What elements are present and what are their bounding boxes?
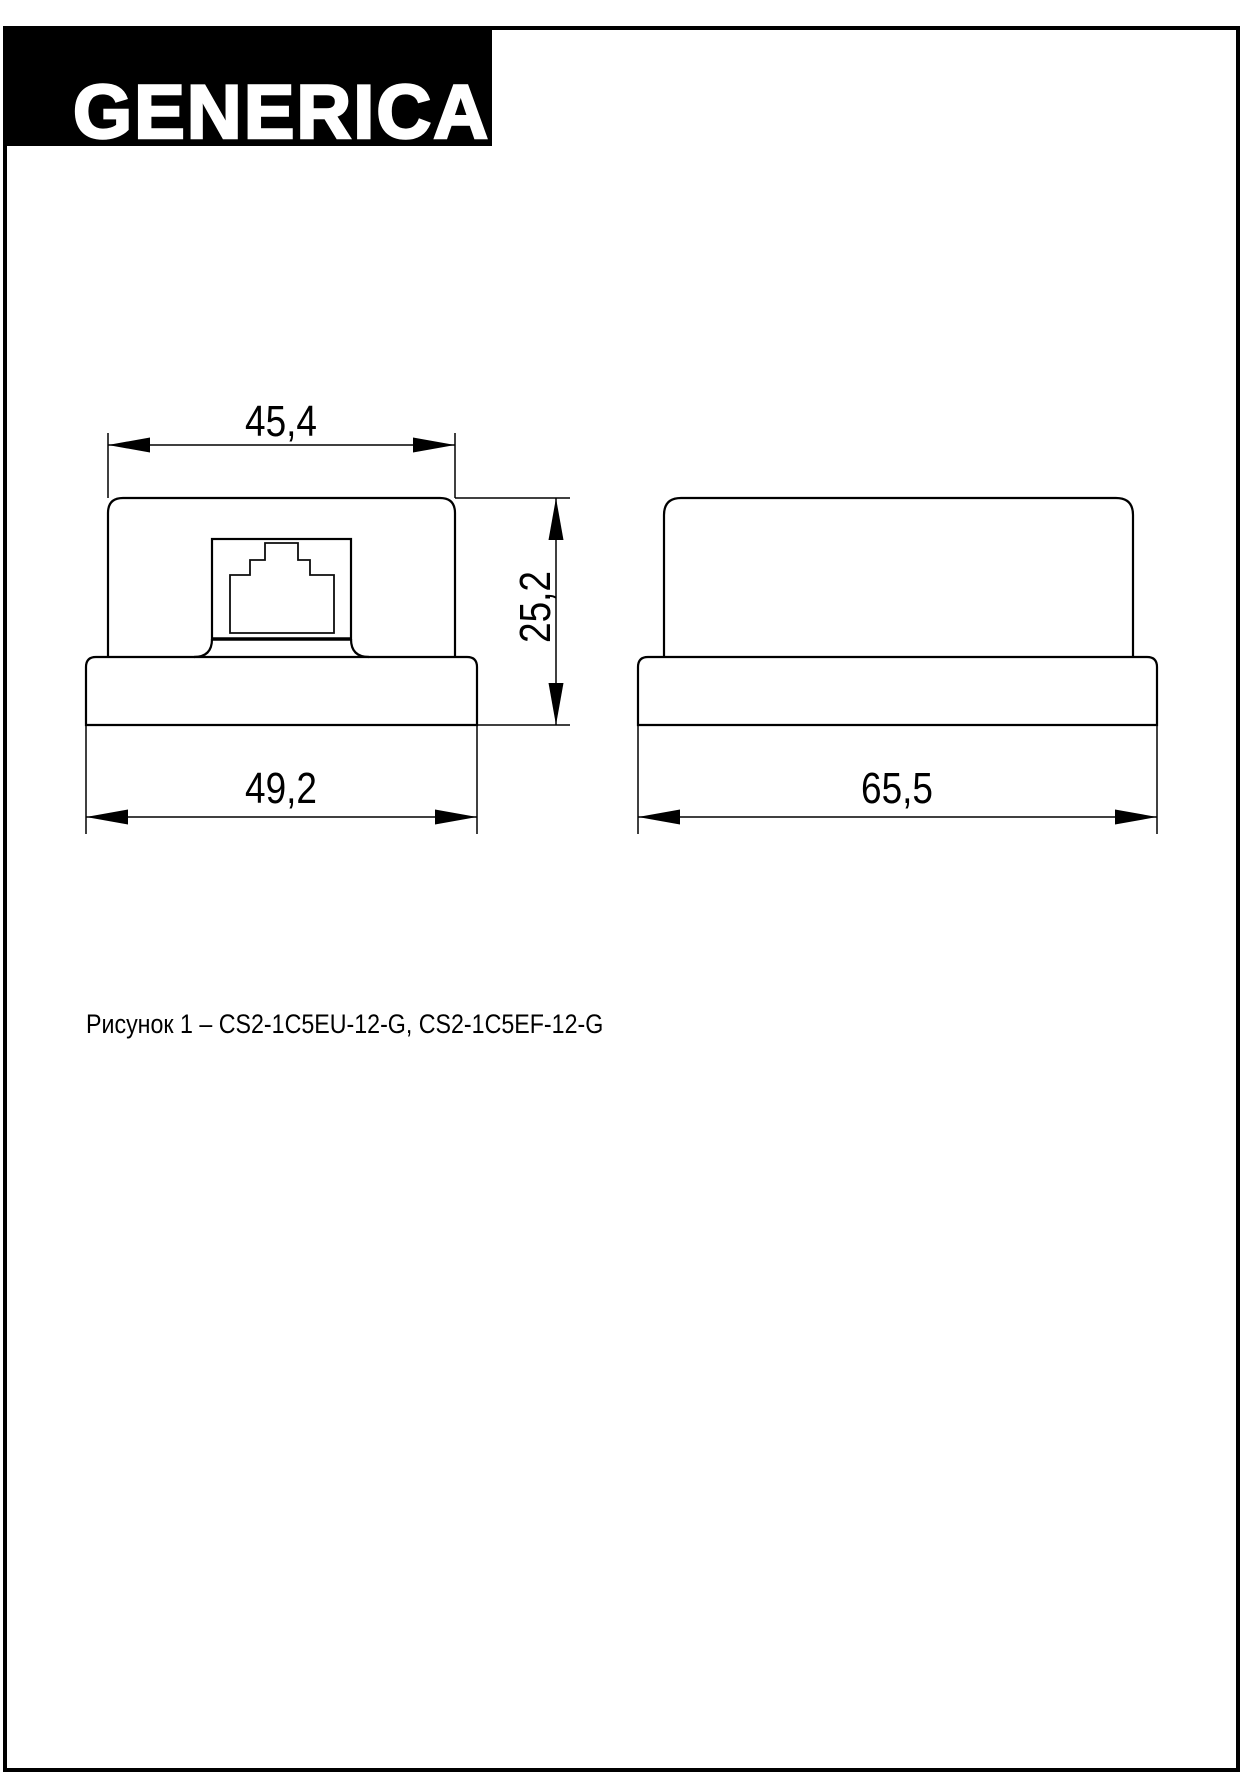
arrowhead-right — [413, 438, 455, 453]
dimension-front-bottom-width — [86, 725, 477, 834]
dim-label-45-4: 45,4 — [245, 395, 317, 446]
front-base-outline — [86, 657, 477, 725]
figure-caption: Рисунок 1 – CS2-1C5EU-12-G, CS2-1C5EF-12-G — [86, 1009, 604, 1039]
arrowhead-left — [86, 810, 128, 825]
dim-label-65-5: 65,5 — [861, 762, 933, 813]
dim-label-49-2: 49,2 — [245, 762, 317, 813]
side-view — [638, 498, 1157, 834]
logo-text: GENERICA — [73, 70, 491, 146]
arrowhead-left — [638, 810, 680, 825]
arrowhead-left — [108, 438, 150, 453]
dim-label-25-2: 25,2 — [509, 571, 560, 643]
port-flare-left — [194, 639, 212, 657]
arrowhead-down — [549, 683, 564, 725]
dimension-side-bottom-width — [638, 725, 1157, 834]
side-body-outline — [664, 498, 1133, 657]
arrowhead-up — [549, 498, 564, 540]
arrowhead-right — [435, 810, 477, 825]
arrowhead-right — [1115, 810, 1157, 825]
dimension-front-top-width — [108, 396, 455, 498]
side-base-outline — [638, 657, 1157, 725]
rj45-port-opening — [212, 539, 351, 639]
port-flare-right — [351, 639, 369, 657]
front-view — [86, 396, 570, 834]
dimension-front-height — [455, 498, 570, 725]
rj45-plug-profile — [230, 543, 334, 633]
